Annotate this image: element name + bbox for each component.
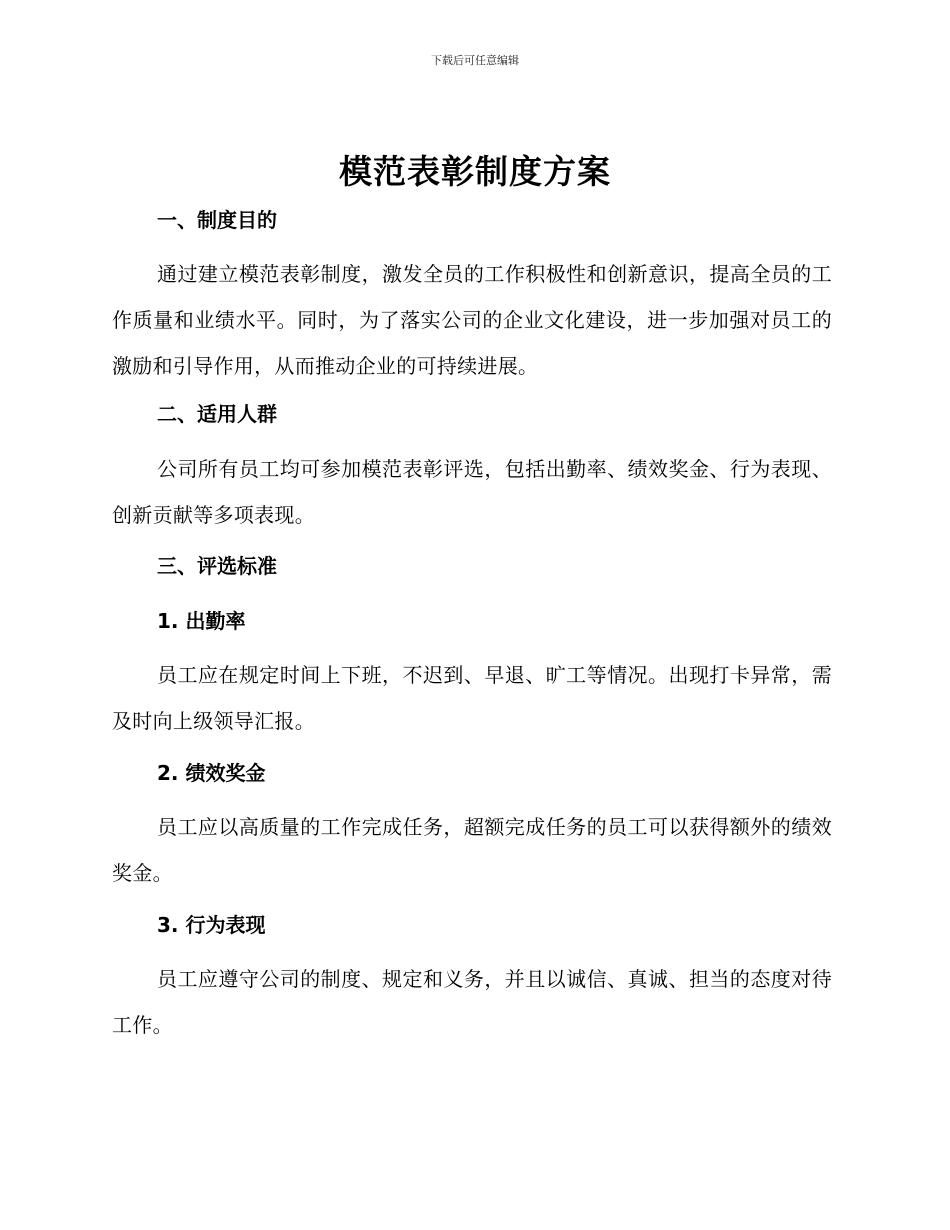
criterion-heading-attendance: 1. 出勤率 — [157, 609, 246, 633]
criterion-body-behavior: 员工应遵守公司的制度、规定和义务，并且以诚信、真诚、担当的态度对待工作。 — [112, 967, 832, 1037]
section-body-purpose: 通过建立模范表彰制度，激发全员的工作积极性和创新意识，提高全员的工作质量和业绩水平。同时，为了落实公司的企业文化建设，进一步加强对员工的激励和引导作用，从而推动企业的可持续进展。 — [112, 262, 832, 378]
criterion-body-attendance: 员工应在规定时间上下班，不迟到、早退、旷工等情况。出现打卡异常，需及时向上级领导汇报。 — [112, 663, 832, 733]
section-heading-scope: 二、适用人群 — [157, 402, 277, 426]
criterion-heading-behavior: 3. 行为表现 — [157, 913, 266, 937]
criterion-body-bonus: 员工应以高质量的工作完成任务，超额完成任务的员工可以获得额外的绩效奖金。 — [112, 815, 832, 885]
criterion-heading-bonus: 2. 绩效奖金 — [157, 761, 266, 785]
section-heading-criteria: 三、评选标准 — [157, 554, 277, 578]
section-heading-purpose: 一、制度目的 — [157, 208, 277, 232]
section-body-scope: 公司所有员工均可参加模范表彰评选，包括出勤率、绩效奖金、行为表现、创新贡献等多项表现。 — [112, 457, 832, 527]
document-title: 模范表彰制度方案 — [339, 152, 611, 191]
page-header-note: 下载后可任意编辑 — [431, 54, 519, 67]
